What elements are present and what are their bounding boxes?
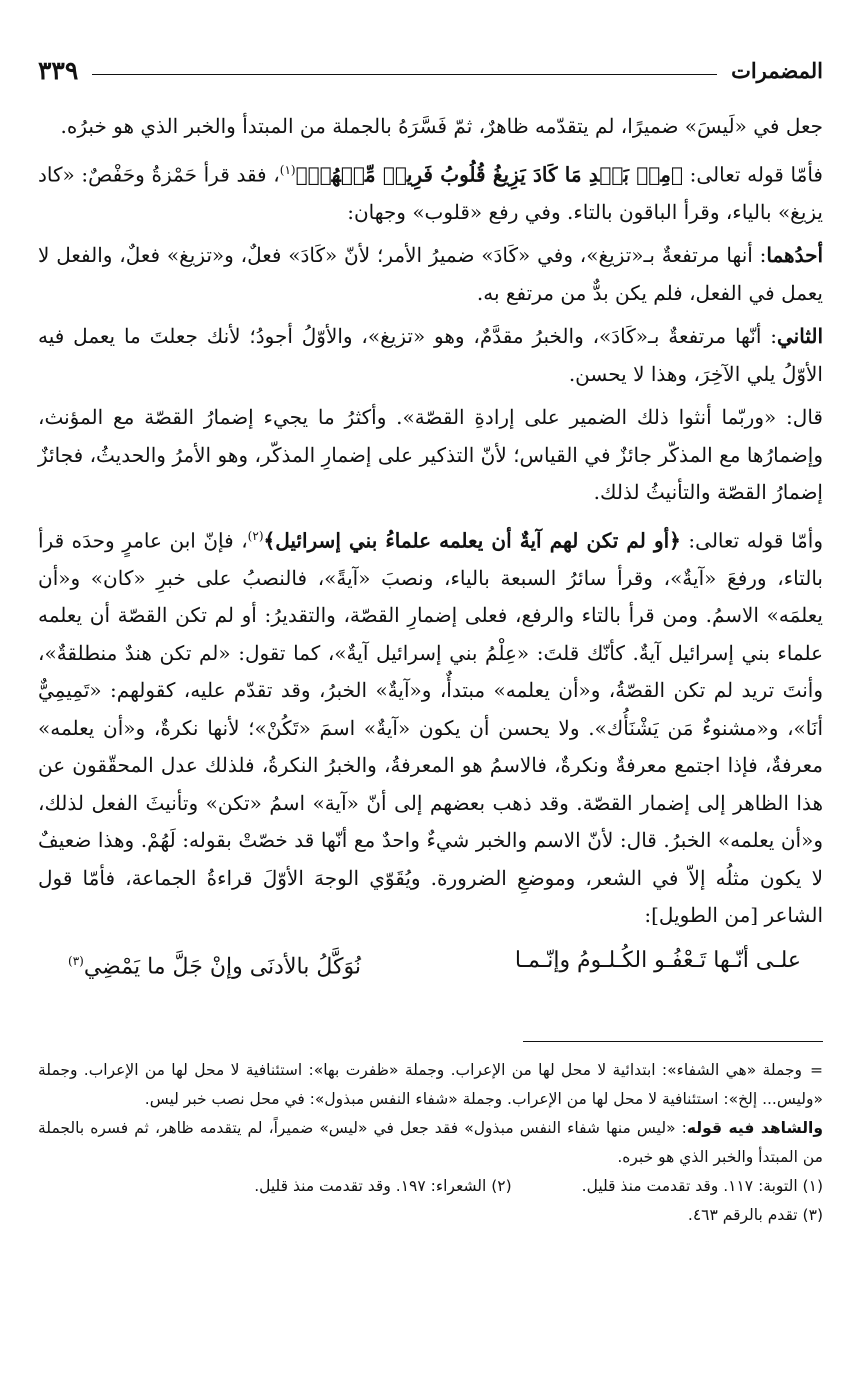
- chapter-title: المضمرات: [731, 57, 823, 83]
- quran-verse-2: ﴿أو لم تكن لهم آيةٌ أن يعلمه علماءُ بني إسرائيل﴾: [263, 528, 681, 553]
- p2-intro: فأمّا قوله تعالى:: [682, 162, 823, 187]
- footnote-3: (٣) تقدم بالرقم ٤٦٣.: [687, 1206, 823, 1225]
- evidence-label: والشاهد فيه قوله: [686, 1119, 823, 1138]
- quran-verse-1: ﴿مِنۢ بَعۡدِ مَا كَادَ يَزِيغُ قُلُوبُ فَرِيقٖ مِّنۡهُمۡ﴾: [295, 162, 683, 187]
- paragraph-3: [38, 237, 823, 312]
- footnote-ref-1: (١): [279, 162, 296, 177]
- footnote-ref-2: (٢): [247, 528, 264, 543]
- paragraph-6: [38, 518, 823, 935]
- continuation-mark: =: [810, 1061, 823, 1080]
- footnote-continuation-text: وجملة «هي الشفاء»: ابتدائية لا محل لها من الإعراب. وجملة «ظفرت بها»: استئنافية لا محل لها من الإعراب. وجملة «وليس... إلخ»: استئنافية لا محل لها من الإعراب. وجملة «شفاء النفس مبذول»: في محل نصب خبر ليس.: [38, 1061, 823, 1109]
- header-rule: [92, 74, 717, 75]
- second-aspect-text: : أنّها مرتفعةٌ بـ«كَادَ»، والخبرُ مقدَّمٌ، وهو «تزيغ»، والأوّلُ أجودُ؛ لأنك جعلتَ ما يعمل فيه الأوّلُ يلي الآخِرَ، وهذا لا يحسن.: [38, 324, 823, 386]
- verse-second-hemistich: نُوَكَّلُ بالأدنَى وإنْ جَلَّ ما يَمْضِي: [83, 954, 361, 980]
- footnotes: [38, 1056, 823, 1230]
- footnotes-1-2: [38, 1172, 823, 1201]
- verse-first-hemistich: علـى أنّـها تَـعْفُـو الكُـلـومُ وإنّـمـا: [514, 947, 801, 973]
- p6-rest: ، فإنّ ابن عامرٍ وحدَه قرأ بالتاء، ورفعَ «آيةٌ»، وقرأ سائرُ السبعة بالياء، ونصبَ «آيةً»، فالنصبُ على خبرِ «كان» و«أن يعلمَه» الاسمُ. ومن قرأ بالتاء والرفع، فعلى إضمارِ القصّة، والتقديرُ: أو لم تكن القصّة أن يعلمه علماء بني إسرائيل آيةٌ. كأنّك قلتَ: «عِلْمُ بني إسرائيل آيةٌ»، كما تقول: «لم تكن هندٌ منطلقةٌ»، وأنتَ تريد لم تكن القصّةُ، و«أن يعلمه» مبتدأٌ، و«آيةٌ» الخبرُ، وقد تقدّم عليه، كقولهم: «تَمِيمِيٌّ أنَا»، و«مشنوءٌ مَن يَشْنَأُك». ولا يحسن أن يكون «آيةٌ» اسمَ «تَكُنْ»؛ لأنها نكرةٌ، و«أن يعلمه» معرفةٌ، فإذا اجتمع معرفةٌ ونكرةٌ، فالاسمُ هو المعرفةُ، والخبرُ النكرةُ، فلذلك عدل المحقّقون عن هذا الظاهر إلى إضمار القصّة. وقد ذهب بعضهم إلى أنّ «آية» اسمُ «تكن» وتأنيثَ الفعل لذلك، و«أن يعلمه» الخبرُ. قال: لأنّ الاسم والخبر شيءٌ واحدٌ مع أنّها قد خصّتْ بقوله: لَهُمْ. وهذا ضعيفٌ لا يكون مثلُه إلاّ في الشعر، وموضعِ الضرورة. ويُقَوّي الوجهَ الأوّلَ قراءةُ الجماعة، فأمّا قول الشاعر [من الطويل]:: [38, 528, 823, 928]
- second-aspect-label: الثاني: [776, 324, 823, 349]
- paragraph-1: جعل في «لَيسَ» ضميرًا، لم يتقدّمه ظاهرٌ، ثمّ فَسَّرَهُ بالجملة من المبتدأ والخبر الذي هو خبرُه.: [60, 114, 823, 138]
- footnote-continuation-1: [38, 1056, 823, 1114]
- page-number: ٣٣٩: [38, 55, 79, 85]
- running-header: [38, 52, 823, 88]
- evidence-text: : «ليس منها شفاء النفس مبذول» فقد جعل في «ليس» ضميراً، لم يتقدمه ظاهر، ثم فسره بالجملة من المبتدأ والخبر الذي هو خبره.: [38, 1119, 823, 1167]
- verse-second-hemistich-wrap: [68, 941, 361, 987]
- p6-intro: وأمّا قوله تعالى:: [680, 528, 823, 553]
- footnote-ref-3: (٣): [68, 953, 84, 968]
- first-aspect-text: : أنها مرتفعةٌ بـ«تزيغ»، وفي «كَادَ» ضميرُ الأمر؛ لأنّ «كَادَ» فعلٌ، و«تزيغ» فعلٌ، والفعل لا يعمل في الفعل، فلم يكن بدٌّ من مرتفع به.: [38, 243, 823, 305]
- footnote-separator: [523, 1041, 823, 1042]
- footnote-continuation-2: [38, 1114, 823, 1172]
- paragraph-5: قال: «وربّما أنثوا ذلك الضمير على إرادةِ القصّة». وأكثرُ ما يجيء إضمارُ القصّة مع المؤنث، وإضمارُها مع المذكّر جائزٌ في القياس؛ لأنّ التذكير على إضمارِ المذكّر، وهو الأمرُ والحديثُ، فجائزٌ إضمارُ القصّة والتأنيثُ لذلك.: [38, 405, 823, 505]
- paragraph-4: [38, 318, 823, 393]
- footnote-2: (٢) الشعراء: ١٩٧. وقد تقدمت منذ قليل.: [254, 1177, 512, 1196]
- p2-rest: ، فقد قرأ حَمْزةُ وحَفْصٌ: «كاد يزيغ» بالياء، وقرأ الباقون بالتاء. وفي رفع «قلوب» وجهان:: [38, 162, 823, 224]
- paragraph-2: [38, 152, 823, 232]
- poetry-verse: [38, 941, 823, 987]
- footnote-1: (١) التوبة: ١١٧. وقد تقدمت منذ قليل.: [581, 1177, 823, 1196]
- first-aspect-label: أحدُهما: [766, 243, 823, 268]
- main-text: [38, 108, 823, 987]
